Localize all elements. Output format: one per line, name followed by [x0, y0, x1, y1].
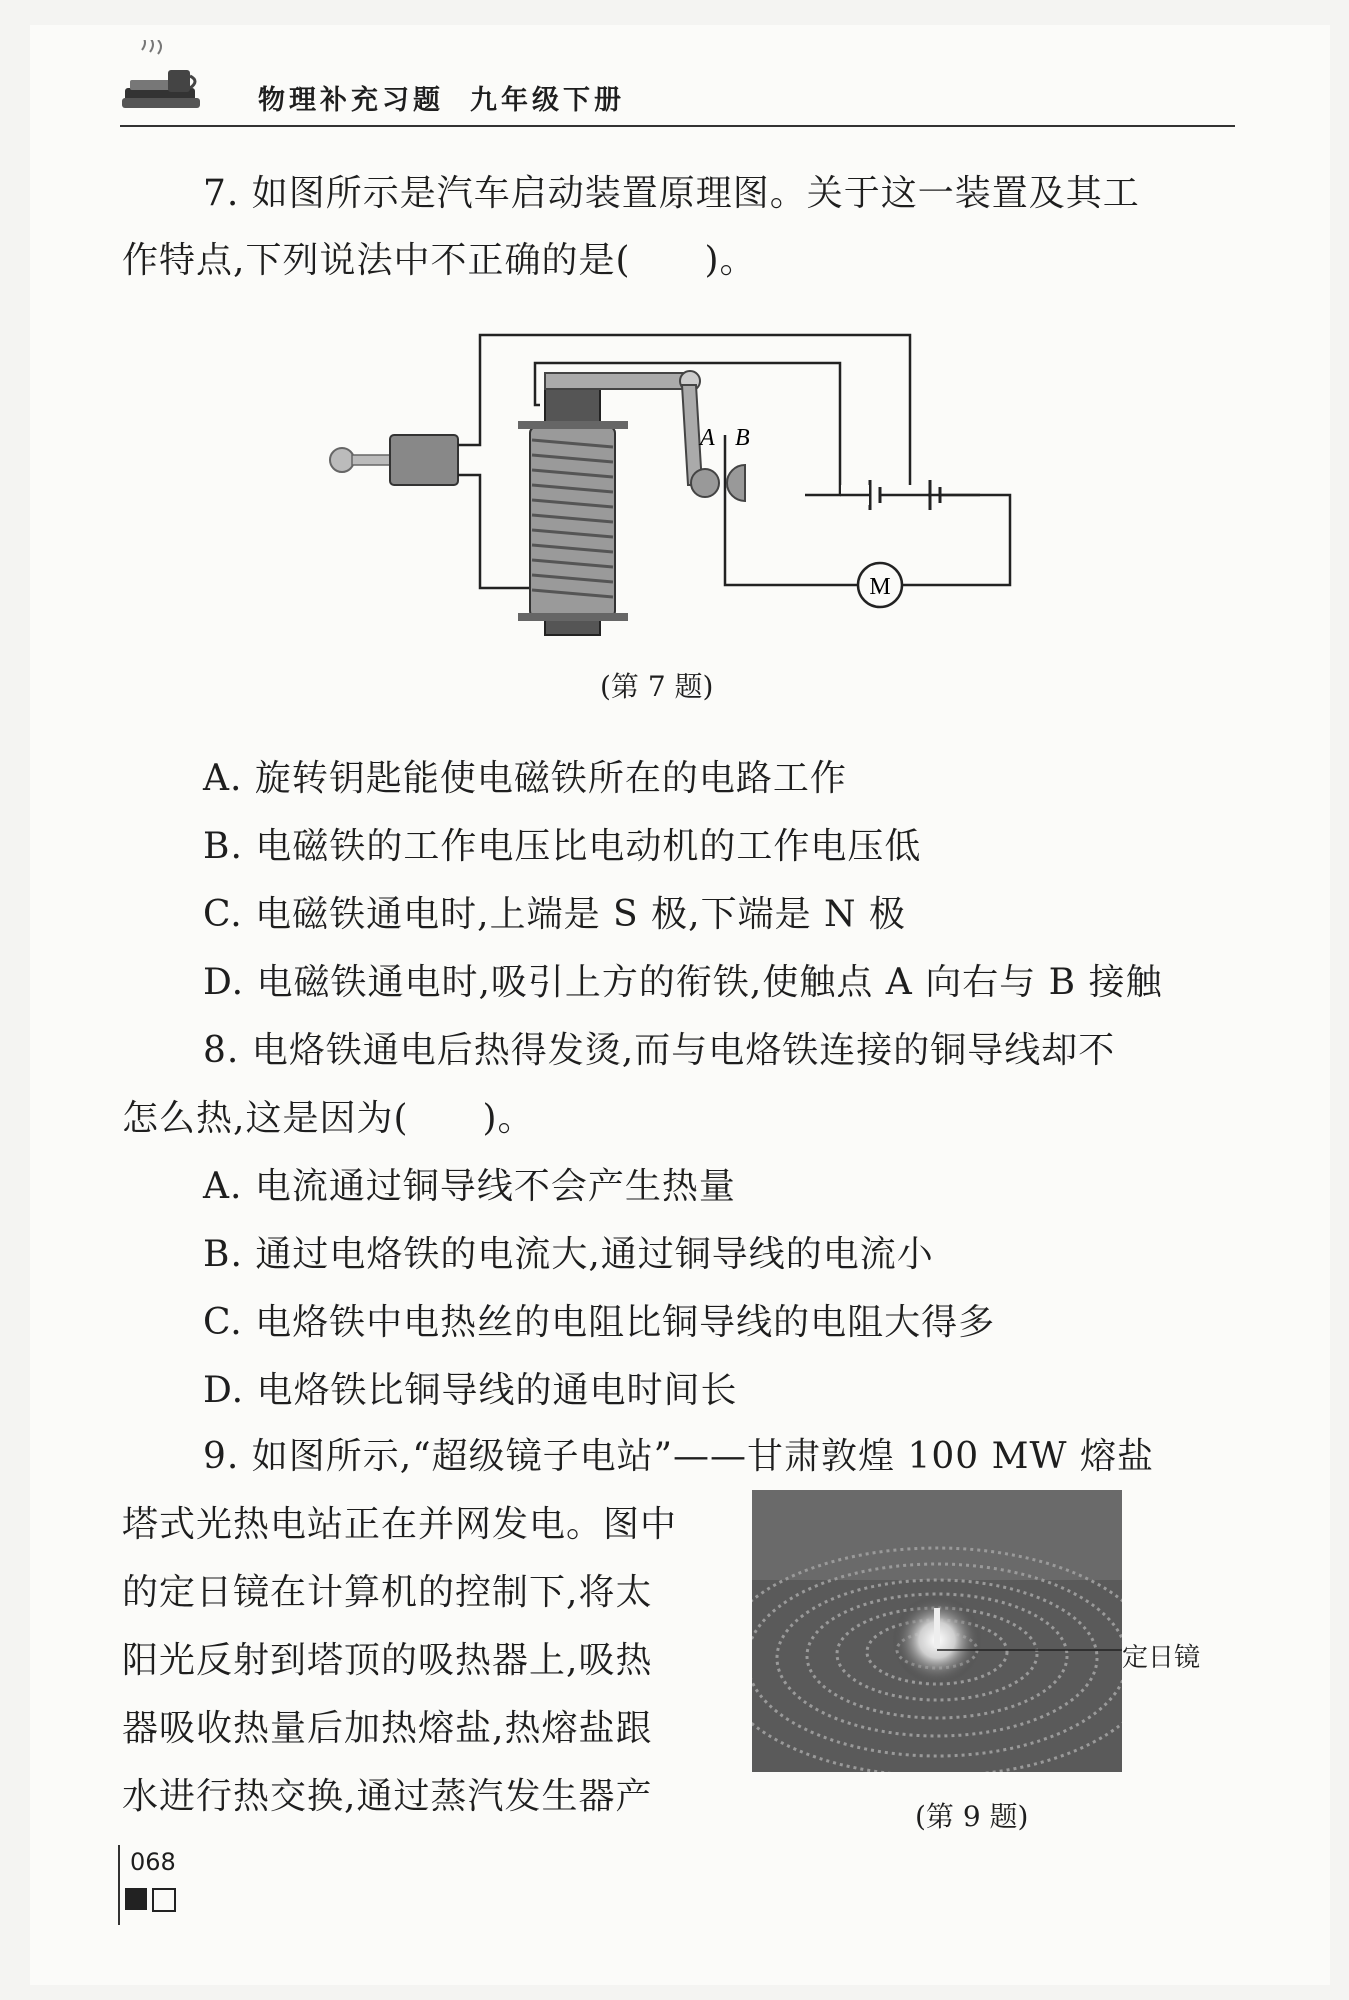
- q7-stem-line2: 作特点,下列说法中不正确的是( )。: [122, 240, 757, 281]
- header-title: [258, 78, 625, 117]
- contact-a-label: A: [700, 425, 715, 451]
- q7-option-b: B. 电磁铁的工作电压比电动机的工作电压低: [203, 826, 922, 867]
- q8-option-c: C. 电烙铁中电热丝的电阻比铜导线的电阻大得多: [203, 1302, 996, 1343]
- q9-text-line4: 器吸收热量后加热熔盐,热熔盐跟: [122, 1708, 653, 1749]
- q8-option-b: B. 通过电烙铁的电流大,通过铜导线的电流小: [203, 1234, 934, 1275]
- electromagnet: [518, 385, 628, 635]
- footer-divider: [118, 1845, 120, 1925]
- motor-icon: [858, 563, 902, 607]
- books-cup-icon: [120, 40, 230, 120]
- contact-b-label: B: [735, 425, 750, 451]
- q7-option-a: A. 旋转钥匙能使电磁铁所在的电路工作: [203, 758, 847, 799]
- grade-title: 九年级下册: [470, 85, 625, 116]
- filled-square-icon: [125, 1888, 147, 1910]
- q7-stem-line1: 7. 如图所示是汽车启动装置原理图。关于这一装置及其工: [203, 173, 1140, 214]
- q8-stem-line1: 8. 电烙铁通电后热得发烫,而与电烙铁连接的铜导线却不: [203, 1030, 1116, 1071]
- q9-caption: (第 9 题): [915, 1800, 1029, 1833]
- q9-text-line2: 的定日镜在计算机的控制下,将太: [122, 1572, 653, 1613]
- starter-circuit-diagram: [320, 325, 1040, 645]
- q9-text-line1: 塔式光热电站正在并网发电。图中: [122, 1504, 678, 1545]
- q9-text-line3: 阳光反射到塔顶的吸热器上,吸热: [122, 1640, 653, 1681]
- solar-power-station-photo: [752, 1490, 1122, 1772]
- page-header: [120, 40, 1235, 127]
- q7-caption: (第 7 题): [600, 670, 714, 703]
- page-number: 068: [130, 1848, 176, 1876]
- q9-stem-line1: 9. 如图所示,“超级镜子电站”——甘肃敦煌 100 MW 熔盐: [203, 1436, 1154, 1477]
- motor-label: M: [869, 574, 891, 600]
- book-title: 物理补充习题: [258, 85, 444, 116]
- empty-square-icon: [152, 1888, 176, 1912]
- q8-option-d: D. 电烙铁比铜导线的通电时间长: [203, 1370, 738, 1411]
- key-icon: [330, 435, 458, 485]
- q8-option-a: A. 电流通过铜导线不会产生热量: [203, 1166, 736, 1207]
- q7-option-d: D. 电磁铁通电时,吸引上方的衔铁,使触点 A 向右与 B 接触: [203, 962, 1163, 1003]
- heliostat-label: 定日镜: [1122, 1643, 1201, 1673]
- q8-stem-line2: 怎么热,这是因为( )。: [122, 1098, 535, 1139]
- page: [30, 25, 1330, 1985]
- q7-option-c: C. 电磁铁通电时,上端是 S 极,下端是 N 极: [203, 894, 906, 935]
- q9-text-line5: 水进行热交换,通过蒸汽发生器产: [122, 1776, 653, 1817]
